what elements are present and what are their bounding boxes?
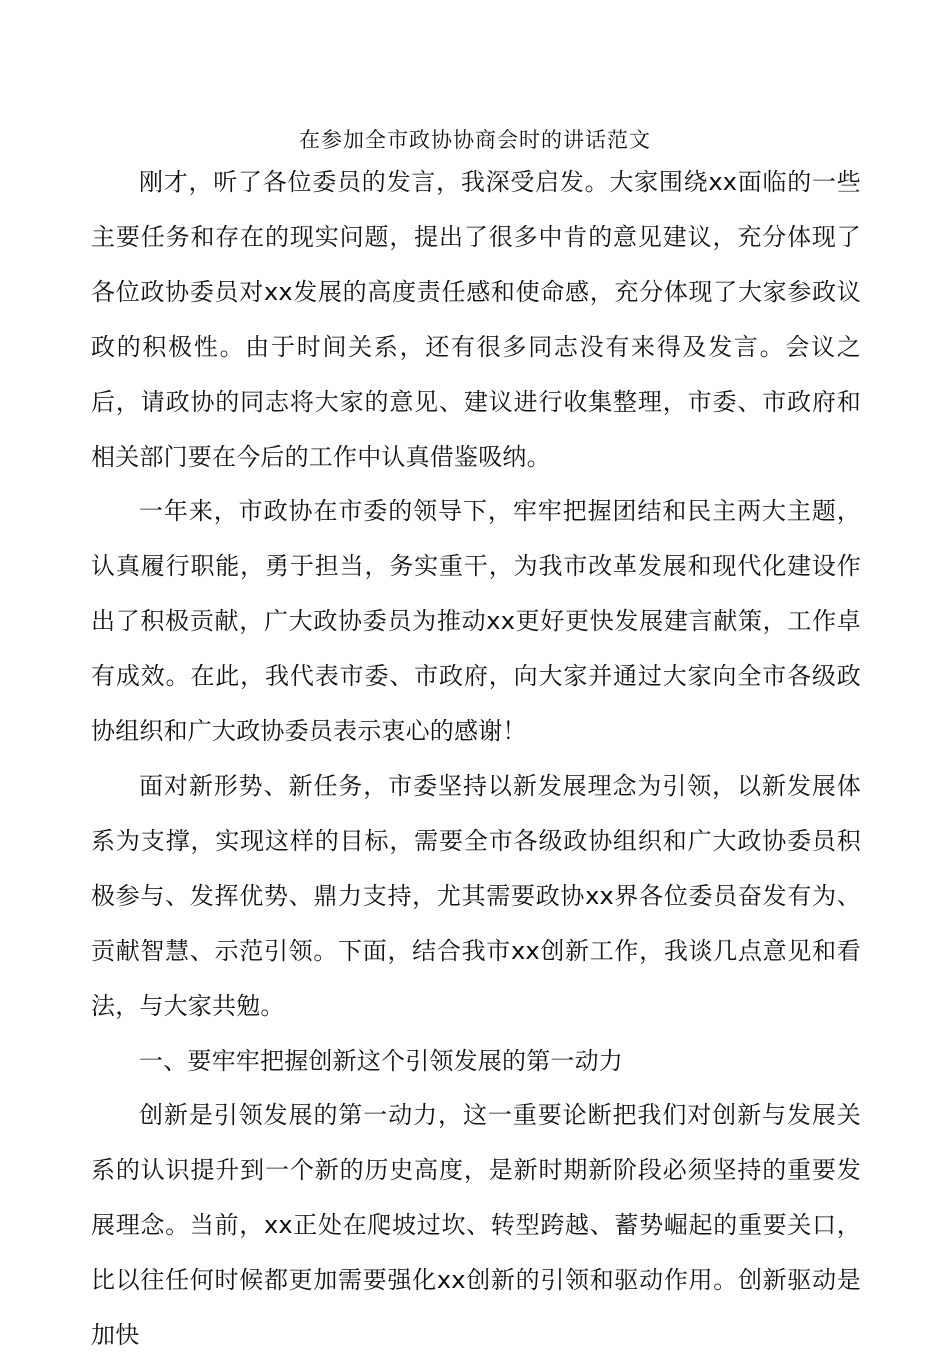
document-title: 在参加全市政协协商会时的讲话范文 xyxy=(299,128,651,152)
paragraph-new-tasks: 面对新形势、新任务，市委坚持以新发展理念为引领，以新发展体系为支撑，实现这样的目标，需要全市各级政协组织和广大政协委员积极参与、发挥优势、鼎力支持，尤其需要政协xx界各位委员奋发有为、贡献智慧、示范引领。下面，结合我市xx创新工作，我谈几点意见和看法，与大家共勉。 xyxy=(91,771,861,1020)
section-heading-innovation: 一、要牢牢把握创新这个引领发展的第一动力 xyxy=(139,1046,623,1075)
paragraph-opening-remarks: 刚才，听了各位委员的发言，我深受启发。大家围绕xx面临的一些主要任务和存在的现实问题，提出了很多中肯的意见建议，充分体现了各位政协委员对xx发展的高度责任感和使命感，充分体现了大家参政议政的积极性。由于时间关系，还有很多同志没有来得及发言。会议之后，请政协的同志将大家的意见、建议进行收集整理，市委、市政府和相关部门要在今后的工作中认真借鉴吸纳。 xyxy=(91,168,861,471)
document-body xyxy=(91,155,861,1363)
paragraph-innovation: 创新是引领发展的第一动力，这一重要论断把我们对创新与发展关系的认识提升到一个新的历史高度，是新时期新阶段必须坚持的重要发展理念。当前，xx正处在爬坡过坎、转型跨越、蓄势崛起的重要关口，比以往任何时候都更加需要强化xx创新的引领和驱动作用。创新驱动是加快 xyxy=(91,1101,861,1350)
paragraph-annual-review: 一年来，市政协在市委的领导下，牢牢把握团结和民主两大主题，认真履行职能，勇于担当，务实重干，为我市改革发展和现代化建设作出了积极贡献，广大政协委员为推动xx更好更快发展建言献策，工作卓有成效。在此，我代表市委、市政府，向大家并通过大家向全市各级政协组织和广大政协委员表示衷心的感谢！ xyxy=(91,497,861,746)
